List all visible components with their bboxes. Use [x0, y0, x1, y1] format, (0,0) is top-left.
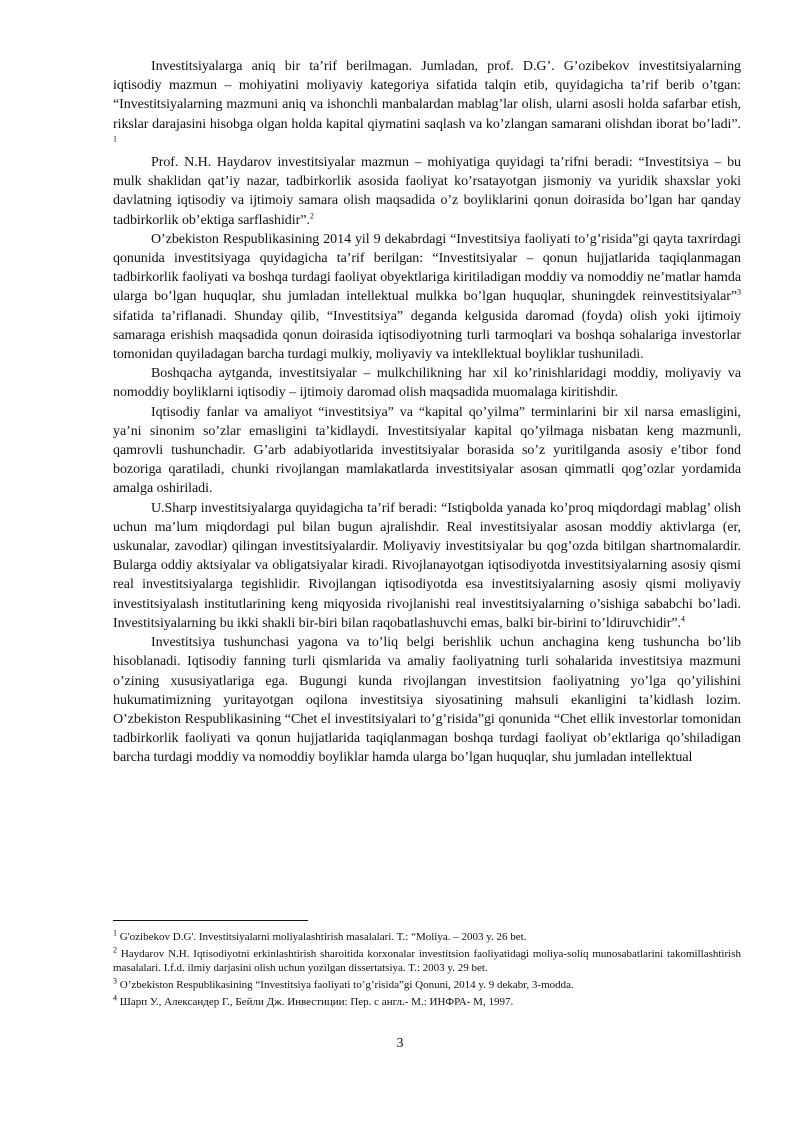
footnote-text: G'ozibekov D.G'. Investitsiyalarni moliyalashtirish masalalari. T.: “Moliya. – 2003 y. 26 bet.	[117, 931, 527, 943]
paragraph-1	[113, 57, 741, 153]
page-number: 3	[396, 1036, 404, 1051]
paragraph-7	[113, 633, 741, 767]
footnote-number: 2	[113, 945, 117, 955]
footnote-ref[interactable]: 2	[309, 210, 314, 220]
footnote-1	[113, 930, 741, 944]
footnote-2	[113, 947, 741, 975]
paragraph-3	[113, 230, 741, 364]
body-text	[113, 57, 741, 768]
paragraph-text: Prof. N.H. Haydarov investitsiyalar mazmun – mohiyatiga quyidagi ta’rifni beradi: “Investitsiya – bu mulk shaklidan qat’iy nazar, tadbirkorlik asosida faoliyat ko’rsatayotgan jismoniy va yuridik shaxslar yoki davlatning iqtisodiy va ijtimoiy samara olish maqsadida o’z boyliklarini qonun doirasida bo’lgan har qanday tadbirkorlik ob’ektiga sarflashidir”.	[113, 155, 741, 228]
footnote-3	[113, 978, 741, 992]
footnote-ref[interactable]: 3	[737, 287, 741, 297]
paragraph-6	[113, 499, 741, 633]
paragraph-text: Investitsiyalarga aniq bir ta’rif berilmagan. Jumladan, prof. D.G’. G’ozibekov investitsiyalarning iqtisodiy mazmun – mohiyatini moliyaviy kategoriya sifatida talqin etib, quyidagicha ta’rif berib o’tgan: “Investitsiyalarning mazmuni aniq va ishonchli manbalardan mablag’lar olish, ularni asosli holda safarbar etish, rikslar darajasini hisobga olgan holda kapital qiymatini saqlash va ko’zlangan samarani olishdan iborat bo’ladi”.	[113, 59, 741, 132]
footnote-4	[113, 995, 741, 1009]
footnote-text: Haydarov N.H. Iqtisodiyotni erkinlashtirish sharoitida korxonalar investitsion faoliyatidagi moliya-soliq munosabatlarini takomillashtirish masalalari. I.f.d. ilmiy darjasini olish uchun yozilgan dissertatsiya. T.: 2003 y. 29 bet.	[113, 948, 741, 974]
paragraph-text: U.Sharp investitsiyalarga quyidagicha ta’rif beradi: “Istiqbolda yanada ko’proq miqdordagi mablag’ olish uchun ma’lum miqdordagi pul bilan bugun ajralishdir. Real investitsiyalar asosan moddiy aktivlarga (er, uskunalar, zavodlar) qilingan investitsiyalardir. Moliyaviy investitsiyalar bu qog’ozda bitilgan shartnomalardir. Bularga oddiy aktsiyalar va obligatsiyalar kiradi. Rivojlanayotgan iqtisodiyotda investitsiyalarning asosiy qismi real investitsiyalarga tegishlidir. Rivojlangan iqtisodiyotda esa investitsiyalarning asosiy qismi moliyaviy investitsiyalash institutlarining keng miqyosida rivojlanishi real investitsiyalarning o’sishiga sababchi bo’ladi. Investitsiyalarning bu ikki shakli bir-biri bilan raqobatlashuvchi emas, balki bir-birini to’ldiruvchidir”.	[113, 500, 741, 631]
paragraph-text: Investitsiya tushunchasi yagona va to’liq belgi berishlik uchun anchagina keng tushuncha bo’lib hisoblanadi. Iqtisodiy fanning turli qismlarida va amaliy faoliyatning turli sohalarida investitsiya mazmuni o’zining xususiyatlariga ega. Bugungi kunda rivojlangan investitsion faoliyatning yo’lga qo’yilishini hukumatimizning yuritayotgan oqilona investitsiya siyosatining mahsuli ekanligini ta’kidlash lozim. O’zbekiston Respublikasining “Chet el investitsiyalari to’g’risida”gi qonunida “Chet ellik investorlar tomonidan tadbirkorlik faoliyati va qonun hujjatlarida taqiqlanmagan boshqa turdagi faoliyat ob’ektlariga qo’shiladigan barcha turdagi moddiy va nomoddiy boyliklar hamda ularga bo’lgan huquqlar, shu jumladan intellektual	[113, 635, 741, 766]
paragraph-4	[113, 364, 741, 402]
footnote-text: O’zbekiston Respublikasining “Investitsiya faoliyati to’g’risida”gi Qonuni, 2014 y. 9 dekabr, 3-modda.	[117, 979, 574, 991]
footnote-number: 3	[113, 976, 117, 986]
paragraph-text-continued: sifatida ta’riflanadi. Shunday qilib, “Investitsiya” deganda kelgusida daromad (foyda) olish yoki ijtimoiy samaraga erishish maqsadida qonun doirasida iqtisodiyotning turli tarmoqlari va boshqa sohalariga investorlar tomonidan quyiladagan barcha turdagi mulkiy, moliyaviy va intekllektual boyliklar tushuniladi.	[113, 308, 741, 363]
paragraph-2	[113, 153, 741, 230]
document-page	[113, 57, 741, 768]
footnote-ref[interactable]: 4	[680, 614, 685, 624]
paragraph-5	[113, 403, 741, 499]
paragraph-text: Iqtisodiy fanlar va amaliyot “investitsiya” va “kapital qo’yilma” terminlarini bir xil narsa emasligini, ya’ni sinonim so’zlar emasligini ta’kidlaydi. Investitsiyalar kapital qo’yilmaga nisbatan keng mazmunli, qamrovli tushunchadir. G’arb adabiyotlarida investitsiyalar borasida so’z yuritilganda asosiy e’tibor fond bozoriga qaratiladi, chunki rivojlangan mamlakatlarda investitsiyalar asosan qimmatli qog’ozlar yordamida amalga oshiriladi.	[113, 404, 741, 497]
footnotes	[113, 930, 741, 1012]
footnote-separator	[113, 920, 308, 921]
paragraph-text: Boshqacha aytganda, investitsiyalar – mulkchilikning har xil ko’rinishlaridagi moddiy, moliyaviy va nomoddiy boyliklarni iqtisodiy – ijtimoiy daromad olish maqsadida muomalaga kiritishdir.	[113, 366, 741, 401]
footnote-number: 4	[113, 993, 117, 1003]
footnote-text: Шарп У., Александер Г., Бейли Дж. Инвестиции: Пер. с англ.- М.: ИНФРА- М, 1997.	[117, 996, 514, 1008]
footnote-ref[interactable]: 1	[113, 134, 117, 144]
footnote-number: 1	[113, 928, 117, 938]
paragraph-text: O’zbekiston Respublikasining 2014 yil 9 dekabrdagi “Investitsiya faoliyati to’g’risida”gi qayta taxrirdagi qonunida investitsiyaga quyidagicha ta’rif berilgan: “Investitsiyalar – qonun hujjatlarida taqiqlanmagan tadbirkorlik faoliyati va boshqa turdagi faoliyat obyektlariga kiritiladigan moddiy va nomoddiy ne’matlar hamda ularga bo’lgan huquqlar, shu jumladan intellektual mulkka bo’lgan huquqlar, shuningdek reinvestitsiyalar”	[113, 231, 741, 305]
